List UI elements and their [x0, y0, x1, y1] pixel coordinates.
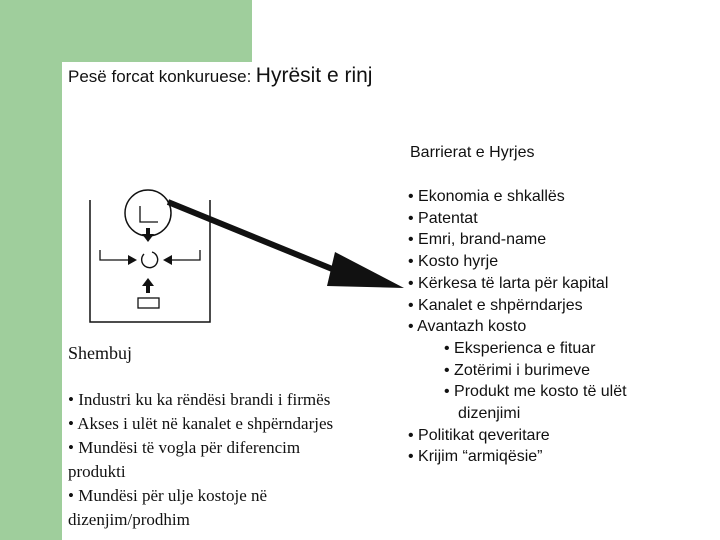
barrier-item: • Krijim “armiqësie”	[408, 448, 543, 466]
barrier-sub-item: • Zotërimi i burimeve	[444, 361, 591, 379]
example-line: • Industri ku ka rëndësi brandi i firmës	[68, 390, 331, 409]
example-line: • Akses i ulët në kanalet e shpërndarjes	[68, 414, 334, 433]
barrier-item: • Ekonomia e shkallës	[408, 188, 565, 205]
barrier-item: • Avantazh kosto	[408, 318, 527, 336]
example-line: produkti	[68, 462, 126, 481]
example-line: dizenjim/prodhim	[68, 510, 190, 529]
barrier-item: • Kosto hyrje	[408, 253, 499, 271]
example-heading: Shembuj	[68, 343, 133, 363]
slide-title	[68, 64, 372, 88]
barriers-list	[408, 186, 718, 468]
barrier-item: • Politikat qeveritare	[408, 426, 550, 444]
barrier-item: • Patentat	[408, 209, 478, 227]
title-main: Hyrësit e rinj	[255, 64, 373, 87]
example-list	[68, 388, 398, 532]
barrier-item: • Emri, brand-name	[408, 231, 547, 249]
barrier-sub-item: • Produkt me kosto të ulët	[444, 383, 627, 401]
barrier-item: • Kërkesa të larta për kapital	[408, 274, 609, 292]
five-forces-diagram-icon	[80, 180, 410, 330]
barrier-sub-item-continuation: dizenjimi	[458, 405, 521, 423]
title-prefix: Pesë forcat konkuruese:	[68, 67, 252, 86]
barrier-sub-item: • Eksperienca e fituar	[444, 339, 596, 357]
example-line: • Mundësi të vogla për diferencim	[68, 438, 301, 457]
barriers-heading: Barrierat e Hyrjes	[410, 144, 535, 161]
barrier-item: • Kanalet e shpërndarjes	[408, 296, 583, 314]
example-line: • Mundësi për ulje kostoje në	[68, 486, 268, 505]
arrow-icon	[168, 202, 404, 288]
